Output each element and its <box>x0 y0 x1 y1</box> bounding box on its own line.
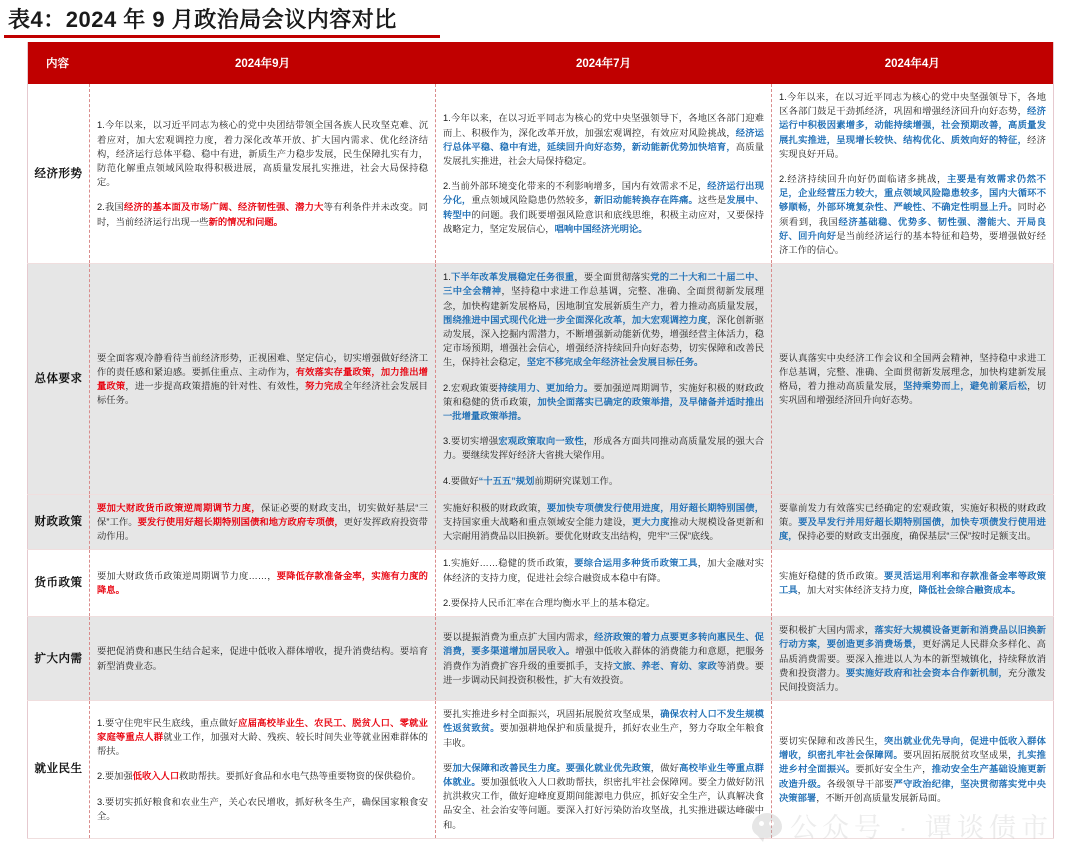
table-row <box>28 264 1054 495</box>
cell-2024-04: 要积极扩大国内需求，落实好大规模设备更新和消费品以旧换新行动方案，要创造更多消费场景，更好满足人民群众多样化、高品质消费需要。要深入推进以人为本的新型城镇化，持续释放消费和投资潜力。要实施好政府和社会资本合作新机制，充分激发民间投资活力。 <box>772 617 1054 701</box>
cell-2024-07: 要扎实推进乡村全面振兴，巩固拓展脱贫攻坚成果，确保农村人口不发生规模性返贫致贫。要加强耕地保护和质量提升，抓好农业生产，努力夺取全年粮食丰收。 要加大保障和改善民生力度。要强化就业优先政策，做好高校毕业生等重点群体就业。要加强低收入人口救助帮扶，织密扎牢社会保障网。要全力做好防汛抗洪救灾工作，做好迎峰度夏期间能源电力供应，抓好安全生产，认真解决食品安全、社会治安等问题。要深入打好污染防治攻坚战，扎实推进碳达峰碳中和。 <box>436 701 772 839</box>
header-cell-2024-09: 2024年9月 <box>90 42 436 84</box>
header-cell-2024-07: 2024年7月 <box>436 42 772 84</box>
cell-2024-07: 1.今年以来，在以习近平同志为核心的党中央坚强领导下，各地区各部门迎难而上、积极作为，深化改革开放，加强宏观调控，有效应对风险挑战，经济运行总体平稳、稳中有进，延续回升向好态势，新动能新优势加快培育，高质量发展扎实推进，社会大局保持稳定。 2.当前外部环境变化带来的不利影响增多，国内有效需求不足，经济运行出现分化，重点领域风险隐患仍然较多，新旧动能转换存在阵痛。这些是发展中、转型中的问题。我们既要增强风险意识和底线思维，积极主动应对，又要保持战略定力，坚定发展信心，唱响中国经济光明论。 <box>436 84 772 264</box>
cell-2024-04: 要切实保障和改善民生，突出就业优先导向，促进中低收入群体增收，织密扎牢社会保障网。要巩固拓展脱贫攻坚成果，扎实推进乡村全面振兴。要抓好安全生产，推动安全生产基础设施更新改造升级。各级领导干部要严守政治纪律，坚决贯彻落实党中央决策部署，不断开创高质量发展新局面。 <box>772 701 1054 839</box>
header-cell-label: 内容 <box>28 42 90 84</box>
row-label-5: 就业民生 <box>28 701 90 839</box>
row-label-2: 财政政策 <box>28 494 90 550</box>
page-title-text: 表4：2024 年 9 月政治局会议内容对比 <box>8 7 397 32</box>
cell-2024-07: 1.实施好……稳健的货币政策，要综合运用多种货币政策工具，加大金融对实体经济的支持力度，促进社会综合融资成本稳中有降。 2.要保持人民币汇率在合理均衡水平上的基本稳定。 <box>436 550 772 617</box>
table-header-row <box>28 42 1054 84</box>
table-body <box>28 84 1054 838</box>
cell-2024-04: 要靠前发力有效落实已经确定的宏观政策，实施好积极的财政政策。要及早发行并用好超长期特别国债，加快专项债发行使用进度，保持必要的财政支出强度，确保基层“三保”按时足额支出。 <box>772 494 1054 550</box>
cell-2024-09: 要加大财政货币政策逆周期调节力度……，要降低存款准备金率，实施有力度的降息。 <box>90 550 436 617</box>
policy-comparison-table <box>27 42 1054 839</box>
cell-2024-07: 实施好积极的财政政策，要加快专项债发行使用进度，用好超长期特别国债，支持国家重大战略和重点领域安全能力建设，更大力度推动大规模设备更新和大宗耐用消费品以旧换新。要优化财政支出结构，兜牢“三保”底线。 <box>436 494 772 550</box>
cell-2024-07: 要以提振消费为重点扩大国内需求，经济政策的着力点要更多转向惠民生、促消费，要多渠道增加居民收入。增强中低收入群体的消费能力和意愿，把服务消费作为消费扩容升级的重要抓手，支持文旅、养老、育幼、家政等消费。要进一步调动民间投资积极性，扩大有效投资。 <box>436 617 772 701</box>
table-header <box>28 42 1054 84</box>
header-cell-2024-04: 2024年4月 <box>772 42 1054 84</box>
row-label-0: 经济形势 <box>28 84 90 264</box>
cell-2024-04: 实施好稳健的货币政策。要灵活运用利率和存款准备金率等政策工具，加大对实体经济支持力度，降低社会综合融资成本。 <box>772 550 1054 617</box>
cell-2024-09: 1.要守住兜牢民生底线，重点做好应届高校毕业生、农民工、脱贫人口、零就业家庭等重点人群就业工作，加强对大龄、残疾、较长时间失业等就业困难群体的帮扶。 2.要加强低收入人口救助帮扶。要抓好食品和水电气热等重要物资的保供稳价。 3.要切实抓好粮食和农业生产，关心农民增收，抓好秋冬生产，确保国家粮食安全。 <box>90 701 436 839</box>
table-row <box>28 494 1054 550</box>
cell-2024-07: 1.下半年改革发展稳定任务很重，要全面贯彻落实党的二十大和二十届二中、三中全会精神，坚持稳中求进工作总基调，完整、准确、全面贯彻新发展理念，加快构建新发展格局，因地制宜发展新质生产力，着力推动高质量发展，围绕推进中国式现代化进一步全面深化改革，加大宏观调控力度，深化创新驱动发展，深入挖掘内需潜力，不断增强新动能新优势，增强经营主体活力，稳定市场预期，增强社会信心，增强经济持续回升向好态势，切实保障和改善民生，保持社会稳定，坚定不移完成全年经济社会发展目标任务。 2.宏观政策要持续用力、更加给力。要加强逆周期调节，实施好积极的财政政策和稳健的货币政策，加快全面落实已确定的政策举措，及早储备并适时推出一批增量政策举措。 3.要切实增强宏观政策取向一致性，形成各方面共同推动高质量发展的强大合力。要继续发挥好经济大省挑大梁作用。 4.要做好“十五五”规划前期研究谋划工作。 <box>436 264 772 495</box>
cell-2024-09: 1.今年以来，以习近平同志为核心的党中央团结带领全国各族人民攻坚克难、沉着应对，加大宏观调控力度，着力深化改革开放、扩大国内需求、优化经济结构，经济运行总体平稳、稳中有进，新质生产力稳步发展，民生保障扎实有力，防范化解重点领域风险取得积极进展，高质量发展扎实推进，社会大局保持稳定。 2.我国经济的基本面及市场广阔、经济韧性强、潜力大等有利条件并未改变。同时，当前经济运行出现一些新的情况和问题。 <box>90 84 436 264</box>
title-underline-rule <box>4 35 440 38</box>
table-row <box>28 84 1054 264</box>
row-label-4: 扩大内需 <box>28 617 90 701</box>
cell-2024-09: 要加大财政货币政策逆周期调节力度，保证必要的财政支出，切实做好基层“三保”工作。要发行使用好超长期特别国债和地方政府专项债，更好发挥政府投资带动作用。 <box>90 494 436 550</box>
cell-2024-04: 1.今年以来，在以习近平同志为核心的党中央坚强领导下，各地区各部门鼓足干劲抓经济，巩固和增强经济回升向好态势，经济运行中积极因素增多，动能持续增强，社会预期改善，高质量发展扎实推进，呈现增长较快、结构优化、质效向好的特征，经济实现良好开局。 2.经济持续回升向好仍面临诸多挑战，主要是有效需求仍然不足，企业经营压力较大，重点领域风险隐患较多，国内大循环不够顺畅，外部环境复杂性、严峻性、不确定性明显上升。同时必须看到，我国经济基础稳、优势多、韧性强、潜能大、开局良好、回升向好是当前经济运行的基本特征和趋势，要增强做好经济工作的信心。 <box>772 84 1054 264</box>
table-row <box>28 617 1054 701</box>
table-row <box>28 701 1054 839</box>
row-label-1: 总体要求 <box>28 264 90 495</box>
row-label-3: 货币政策 <box>28 550 90 617</box>
cell-2024-09: 要全面客观冷静看待当前经济形势，正视困难、坚定信心，切实增强做好经济工作的责任感和紧迫感。要抓住重点、主动作为，有效落实存量政策，加力推出增量政策，进一步提高政策措施的针对性、有效性，努力完成全年经济社会发展目标任务。 <box>90 264 436 495</box>
watermark-text: 公众号 · 谭谈债市 <box>790 813 1053 843</box>
cell-2024-04: 要认真落实中央经济工作会议和全国两会精神，坚持稳中求进工作总基调，完整、准确、全面贯彻新发展理念，加快构建新发展格局，着力推动高质量发展，坚持乘势而上，避免前紧后松，切实巩固和增强经济回升向好态势。 <box>772 264 1054 495</box>
page-title <box>0 0 1080 34</box>
cell-2024-09: 要把促消费和惠民生结合起来，促进中低收入群体增收，提升消费结构。要培育新型消费业态。 <box>90 617 436 701</box>
table-row <box>28 550 1054 617</box>
